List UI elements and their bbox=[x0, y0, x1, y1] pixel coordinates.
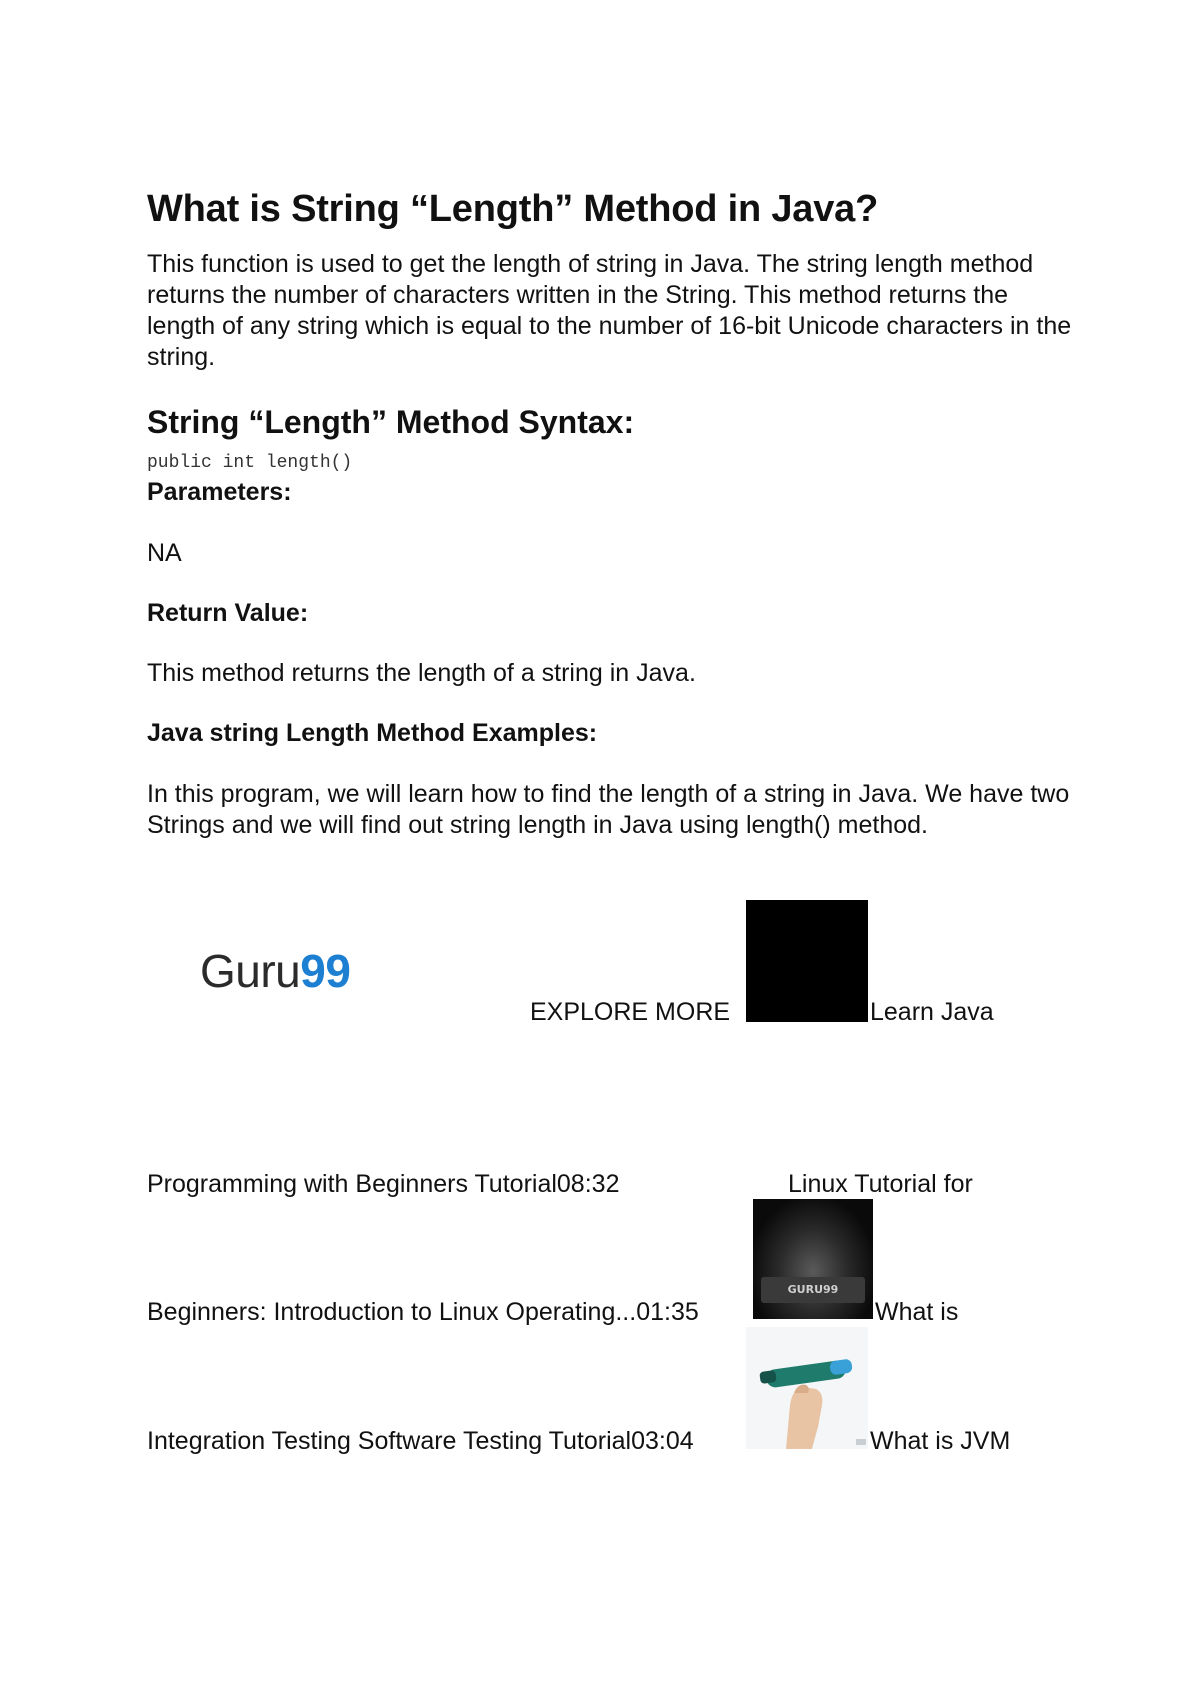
hand-marker-illustration bbox=[746, 1327, 868, 1449]
video-duration-integration: 03:04 bbox=[631, 1427, 694, 1455]
video-title-linux-part1[interactable]: Linux Tutorial for bbox=[788, 1170, 973, 1198]
video-title-java-part1[interactable]: Learn Java bbox=[870, 998, 994, 1026]
video-thumbnail-integration[interactable] bbox=[746, 1327, 868, 1449]
explore-more-link[interactable]: EXPLORE MORE bbox=[530, 998, 731, 1026]
syntax-heading: String “Length” Method Syntax: bbox=[147, 404, 635, 440]
thumbnail-guru99-badge: GURU99 bbox=[761, 1277, 865, 1303]
return-value-text: This method returns the length of a string in Java. bbox=[147, 659, 696, 687]
video-title-linux-text: Beginners: Introduction to Linux Operating... bbox=[147, 1298, 637, 1326]
video-title-java-text: Programming with Beginners Tutorial bbox=[147, 1170, 557, 1198]
logo-text: Guru bbox=[200, 945, 301, 997]
video-title-jvm-part1[interactable]: What is JVM bbox=[870, 1427, 1011, 1455]
parameters-label: Parameters: bbox=[147, 478, 292, 506]
video-title-integration-text: Integration Testing Software Testing Tutorial bbox=[147, 1427, 632, 1455]
intro-paragraph: This function is used to get the length of string in Java. The string length method returns the number of characters written in the String. This method returns the length of any string which is equal to the number of 16-bit Unicode characters in the string. bbox=[147, 250, 1072, 371]
video-thumbnail-linux[interactable] bbox=[753, 1199, 873, 1319]
video-title-integration-part2[interactable] bbox=[147, 1427, 694, 1456]
examples-heading: Java string Length Method Examples: bbox=[147, 719, 598, 747]
syntax-code: public int length() bbox=[147, 453, 353, 473]
guru99-logo[interactable] bbox=[200, 944, 350, 998]
examples-paragraph: In this program, we will learn how to find the length of a string in Java. We have two Strings and we will find out string length in Java using length() method. bbox=[147, 780, 1070, 839]
video-duration-java: 08:32 bbox=[556, 1170, 620, 1198]
return-value-label: Return Value: bbox=[147, 599, 309, 627]
video-duration-linux: 01:35 bbox=[636, 1298, 699, 1326]
video-title-linux-part2[interactable] bbox=[147, 1298, 699, 1327]
video-thumbnail-java[interactable] bbox=[746, 900, 868, 1022]
article-title: What is String “Length” Method in Java? bbox=[147, 188, 879, 230]
video-title-integration-part1[interactable]: What is bbox=[875, 1298, 959, 1326]
logo-number: 99 bbox=[300, 945, 351, 997]
parameters-value: NA bbox=[147, 539, 182, 567]
video-title-java-part2[interactable] bbox=[147, 1170, 619, 1199]
